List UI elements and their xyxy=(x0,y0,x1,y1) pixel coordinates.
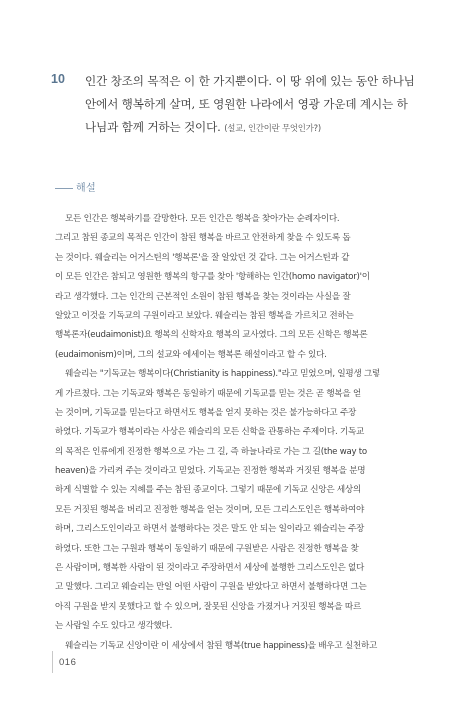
body-line: 의 목적은 인류에게 진정한 행복으로 가는 그 길, 즉 하늘나라로 가는 그 길(the way to xyxy=(55,446,367,457)
body-line: 이 모든 인간은 참되고 영원한 행복의 항구를 찾아 '항해하는 인간(homo navigator)'이 xyxy=(55,272,370,283)
body-line: (eudaimonism)이며, 그의 설교와 에세이는 행복론 해설이라고 할 수 있다. xyxy=(55,349,327,360)
body-line: 하였다. 기독교가 행복이라는 사상은 웨슬리의 모든 신학을 관통하는 주제이다. 기독교 xyxy=(55,427,365,438)
page-number-rule xyxy=(52,651,53,673)
body-line: 행복론자(eudaimonist)요 행복의 신학자요 행복의 교사였다. 그의 모든 신학은 행복론 xyxy=(55,330,368,341)
quote-reference: (설교, 인간이란 무엇인가?) xyxy=(224,123,321,133)
section-heading: 해설 xyxy=(76,183,96,194)
body-line: 라고 생각했다. 그는 인간의 근본적인 소원이 참된 행복을 찾는 것이라는 사실을 잘 xyxy=(55,291,351,302)
section-rule xyxy=(55,188,73,189)
quote-text xyxy=(85,70,426,139)
body-line: 은 사람이며, 행복한 사람이 된 것이라고 주장하면서 세상에 불행한 그리스도인은 없다 xyxy=(55,563,365,574)
quote-line-text: 나님과 함께 거하는 것이다. xyxy=(85,120,221,134)
quote-line xyxy=(85,116,426,139)
body-line: 그리고 참된 종교의 목적은 인간이 참된 행복을 바르고 안전하게 찾을 수 있도록 돕 xyxy=(55,233,351,244)
quote-line: 안에서 행복하게 살며, 또 영원한 나라에서 영광 가운데 계시는 하 xyxy=(85,97,408,111)
body-line: 하며, 그리스도인이라고 하면서 불행하다는 것은 말도 안 되는 일이라고 웨슬리는 주장 xyxy=(55,524,365,535)
body-line: heaven)을 가리켜 주는 것이라고 믿었다. 기독교는 진정한 행복과 거짓된 행복을 분명 xyxy=(55,466,366,477)
body-line: 아직 구원을 받지 못했다고 할 수 있으며, 잘못된 신앙을 가졌거나 거짓된 행복을 따르 xyxy=(55,601,362,612)
body-line: 하게 식별할 수 있는 지혜를 주는 참된 종교이다. 그렇기 때문에 기독교 신앙은 세상의 xyxy=(55,485,362,496)
page-number: 016 xyxy=(59,657,77,668)
body-line: 는 것이며, 기독교를 믿는다고 하면서도 행복을 얻지 못하는 것은 불가능하다고 주장 xyxy=(55,407,357,418)
body-line: 웨슬리는 기독교 신앙이란 이 세상에서 참된 행복(true happiness)을 배우고 실천하고 xyxy=(65,640,378,651)
body-line: 알았고 이것을 기독교의 구원이라고 보았다. 웨슬리는 참된 행복을 가르치고 전하는 xyxy=(55,310,354,321)
body-line: 고 말했다. 그리고 웨슬리는 만일 어떤 사람이 구원을 받았다고 하면서 불행하다면 그는 xyxy=(55,582,367,593)
commentary-body xyxy=(55,210,395,656)
body-line: 웨슬리는 "기독교는 행복이다(Christianity is happiness)."라고 믿었으며, 일평생 그렇 xyxy=(65,369,381,380)
body-line: 는 사람일 수도 있다고 생각했다. xyxy=(55,621,173,632)
body-line: 하였다. 또한 그는 구원과 행복이 동일하기 때문에 구원받은 사람은 진정한 행복을 찾 xyxy=(55,543,359,554)
quote-number: 10 xyxy=(51,72,65,86)
body-line: 모든 거짓된 행복을 버리고 진정한 행복을 얻는 것이며, 모든 그리스도인은 행복하여야 xyxy=(55,504,365,515)
body-line: 는 것이다. 웨슬리는 어거스틴의 '행복론'을 잘 알았던 것 같다. 그는 어거스틴과 같 xyxy=(55,252,350,263)
body-line: 모든 인간은 행복하기를 갈망한다. 모든 인간은 행복을 찾아가는 순례자이다. xyxy=(65,214,340,224)
body-line: 게 가르쳤다. 그는 기독교와 행복은 동일하기 때문에 기독교를 믿는 것은 곧 행복을 얻 xyxy=(55,388,362,399)
quote-line: 인간 창조의 목적은 이 한 가지뿐이다. 이 땅 위에 있는 동안 하나님 xyxy=(85,74,415,88)
